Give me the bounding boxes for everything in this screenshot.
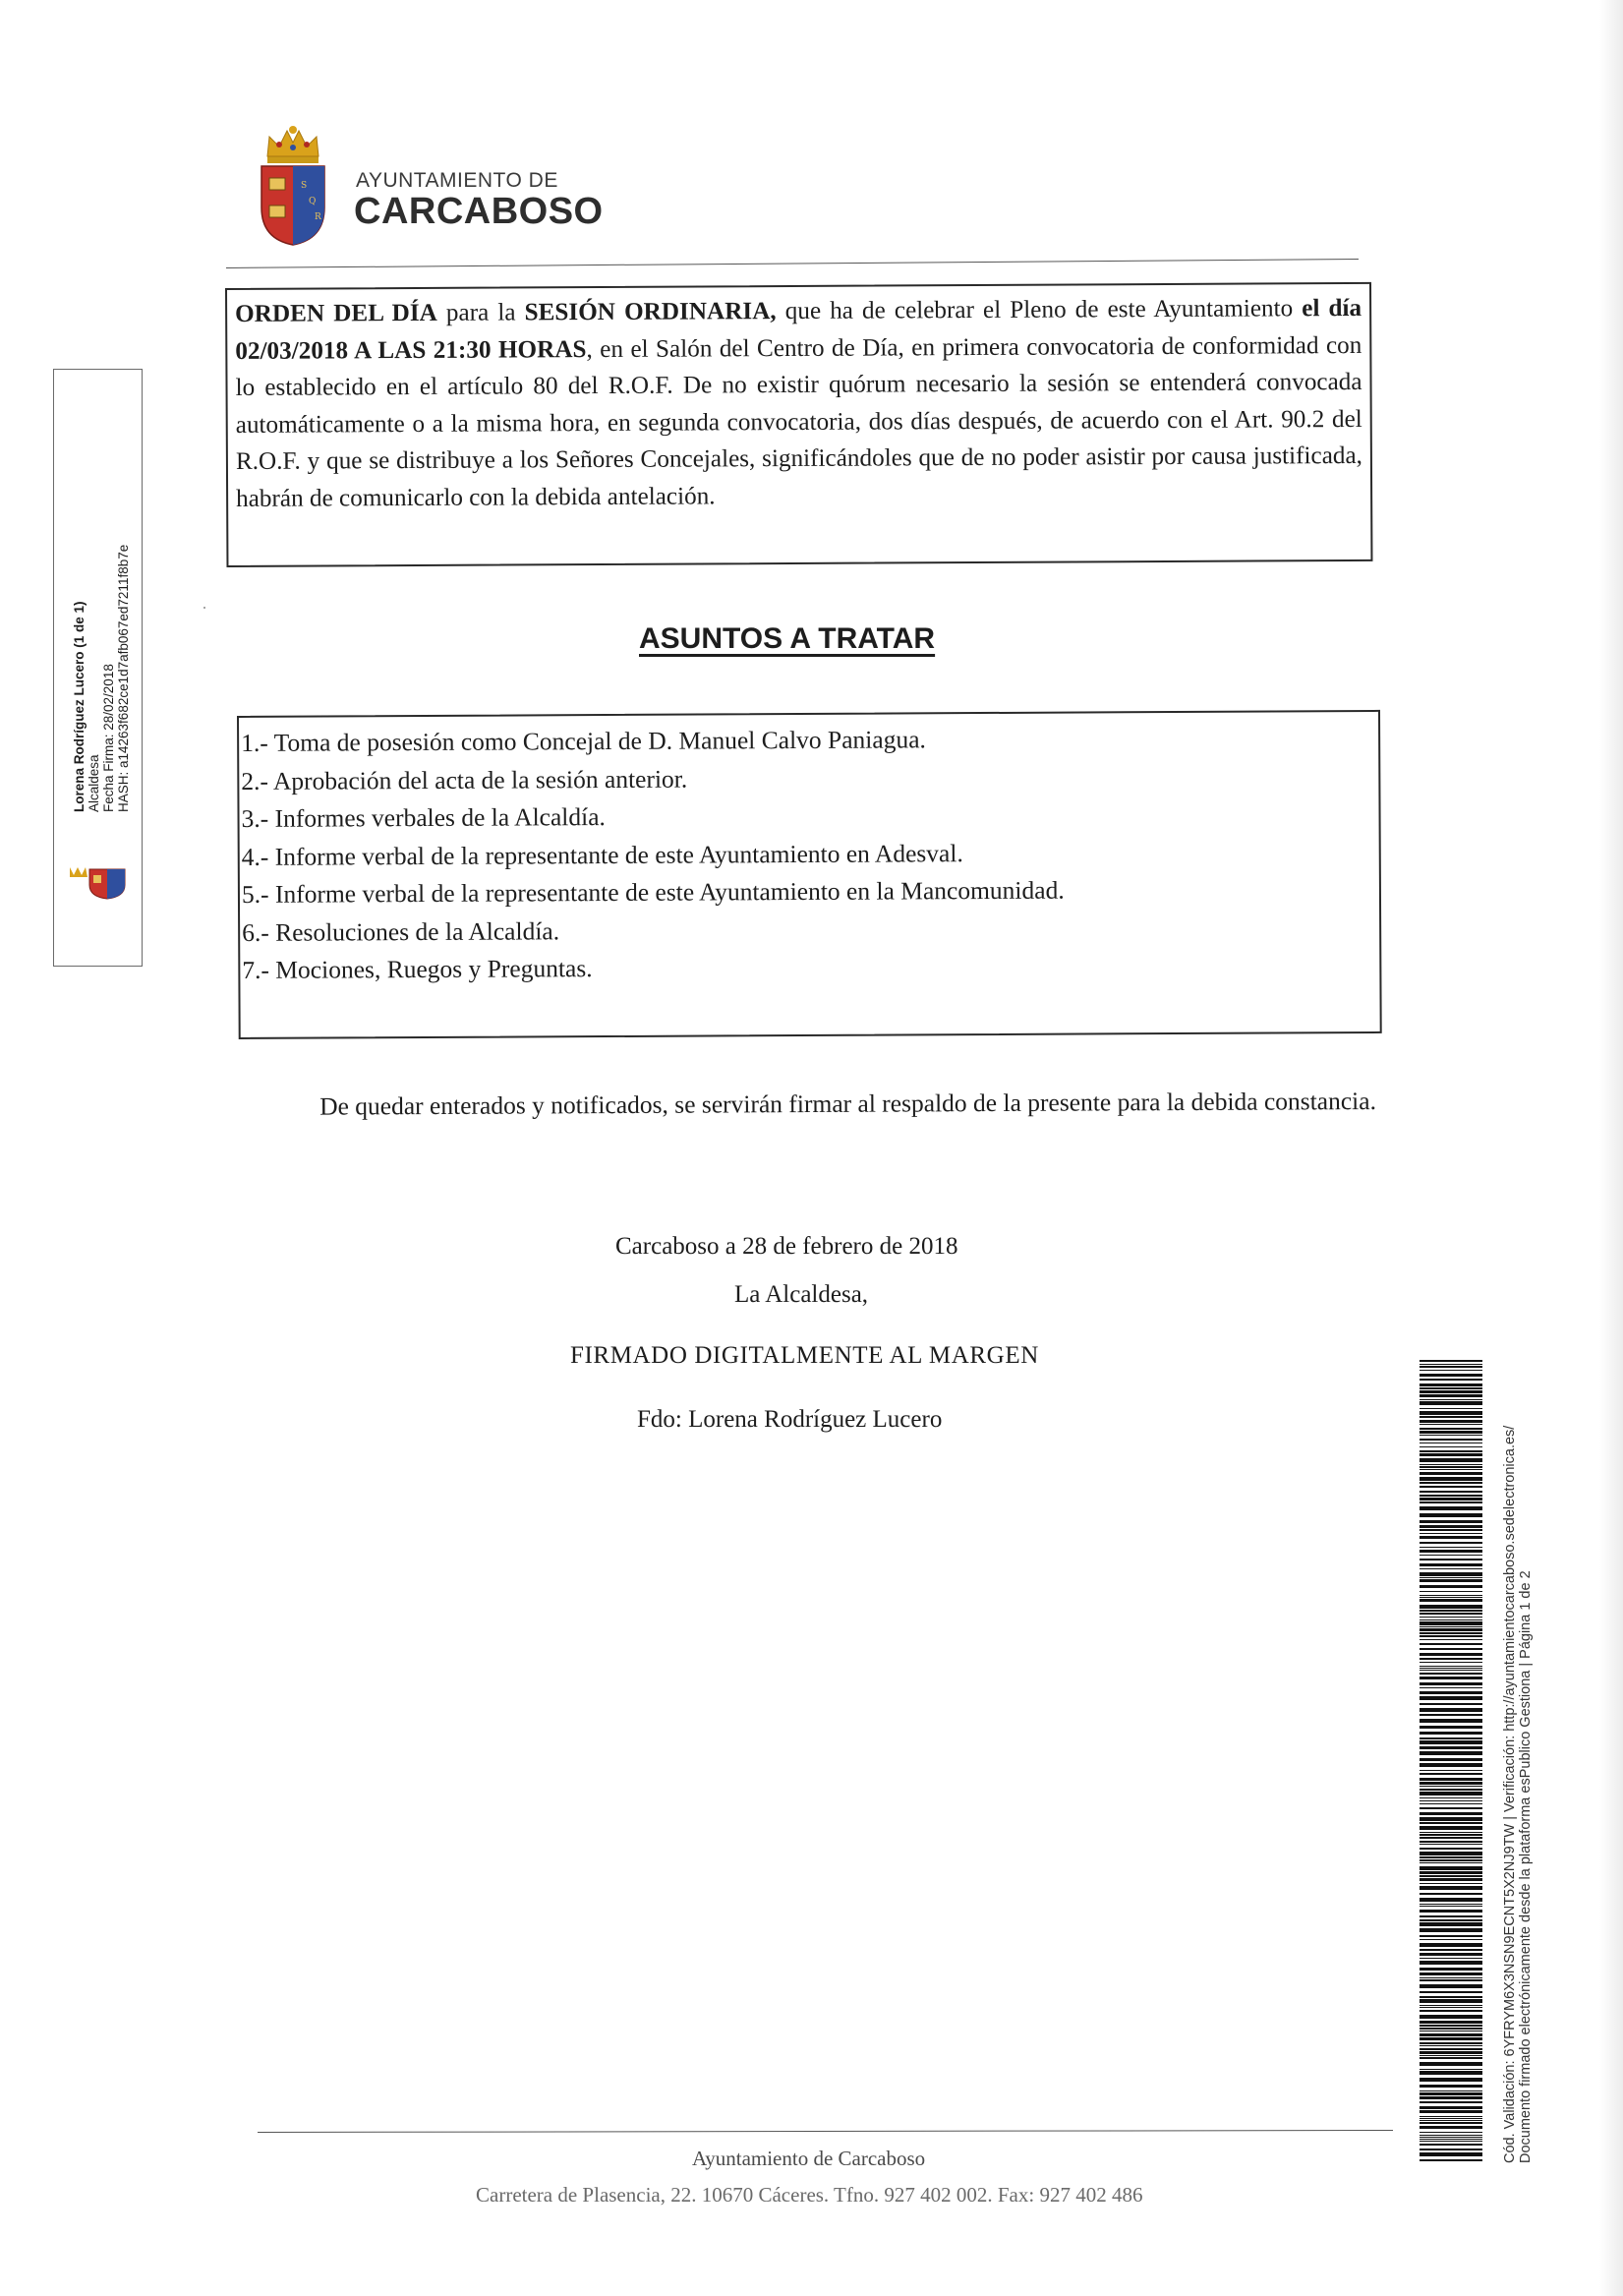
- barcode-bar: [1420, 1968, 1482, 1971]
- barcode-bar: [1420, 1613, 1482, 1615]
- barcode-bar: [1420, 1568, 1482, 1569]
- barcode-bar: [1420, 1383, 1482, 1386]
- letterhead-org-line1: AYUNTAMIENTO DE: [356, 169, 558, 192]
- barcode-bar: [1420, 1984, 1482, 1988]
- barcode-bar: [1420, 1778, 1482, 1781]
- barcode-bar: [1420, 2101, 1482, 2103]
- validation-code: Cód. Validación: 6YFRYM6X3NSN9ECNT5X2NJ9TW | Verificación: http://ayuntamientocarcaboso.sedelectronica.es/: [1502, 1425, 1518, 2163]
- barcode-bar: [1420, 1591, 1482, 1592]
- barcode-bar: [1420, 2126, 1482, 2129]
- barcode-bar: [1420, 1834, 1482, 1836]
- barcode-bar: [1420, 2135, 1482, 2136]
- barcode-bar: [1420, 1832, 1482, 1833]
- notice-bold-orden: ORDEN DEL DÍA: [235, 299, 437, 327]
- barcode-bar: [1420, 1746, 1482, 1749]
- digital-signature-note: FIRMADO DIGITALMENTE AL MARGEN: [570, 1342, 1039, 1369]
- barcode-bar: [1420, 1458, 1482, 1462]
- agenda-item: 3.- Informes verbales de la Alcaldía.: [241, 802, 606, 833]
- barcode-bar: [1420, 1898, 1482, 1902]
- barcode-bar: [1420, 1390, 1482, 1393]
- barcode-bar: [1420, 1737, 1482, 1739]
- barcode-bar: [1420, 1862, 1482, 1863]
- signer-name: Fdo: Lorena Rodríguez Lucero: [637, 1406, 943, 1433]
- barcode-bar: [1420, 1919, 1482, 1921]
- barcode-bar: [1420, 1977, 1482, 1978]
- barcode-bar: [1420, 1782, 1482, 1785]
- barcode-bar: [1420, 2025, 1482, 2027]
- barcode-bar: [1420, 1428, 1482, 1430]
- header-divider: [226, 259, 1359, 268]
- closing-paragraph: [246, 1073, 1376, 1135]
- place-date: Carcaboso a 28 de febrero de 2018: [615, 1233, 958, 1260]
- notice-text-2: que ha de celebrar el Pleno de este Ayuntamiento: [776, 295, 1303, 325]
- barcode-bar: [1420, 1477, 1482, 1481]
- barcode-bar: [1420, 1817, 1482, 1821]
- barcode-bar: [1420, 1886, 1482, 1890]
- barcode-bar: [1420, 1379, 1482, 1381]
- barcode-bar: [1420, 2090, 1482, 2091]
- barcode-bar: [1420, 1961, 1482, 1965]
- barcode-bar: [1420, 1435, 1482, 1436]
- barcode-bar: [1420, 1563, 1482, 1566]
- barcode-bar: [1420, 1364, 1482, 1365]
- barcode-bar: [1420, 1822, 1482, 1824]
- barcode-bar: [1420, 1714, 1482, 1716]
- barcode-bar: [1420, 2120, 1482, 2121]
- barcode-bar: [1420, 1844, 1482, 1845]
- coat-of-arms-icon: [258, 123, 328, 247]
- barcode-bar: [1420, 1472, 1482, 1475]
- barcode-bar: [1420, 1803, 1482, 1804]
- barcode-bar: [1420, 1703, 1482, 1705]
- barcode-bar: [1420, 1972, 1482, 1975]
- barcode-bar: [1420, 1866, 1482, 1870]
- barcode-bar: [1420, 1800, 1482, 1801]
- barcode-bar: [1420, 2071, 1482, 2075]
- barcode-bar: [1420, 1856, 1482, 1858]
- barcode-bar: [1420, 1841, 1482, 1843]
- barcode-bar: [1420, 1751, 1482, 1755]
- barcode-bar: [1420, 1666, 1482, 1667]
- agenda-item: 1.- Toma de posesión como Concejal de D. Manuel Calvo Paniagua.: [241, 725, 926, 757]
- barcode-bar: [1420, 1550, 1482, 1553]
- barcode-bar: [1420, 1469, 1482, 1470]
- barcode-bar: [1420, 2085, 1482, 2088]
- barcode-bar: [1420, 1812, 1482, 1815]
- stamp-signer: Lorena Rodríguez Lucero (1 de 1): [72, 601, 87, 812]
- barcode-bar: [1420, 1958, 1482, 1959]
- svg-text:R: R: [315, 212, 321, 222]
- svg-text:Q: Q: [309, 197, 317, 206]
- letterhead-org-name: CARCABOSO: [354, 191, 604, 232]
- barcode-bar: [1420, 1632, 1482, 1634]
- barcode-bar: [1420, 1420, 1482, 1423]
- barcode-bar: [1420, 1374, 1482, 1377]
- barcode-bar: [1420, 1797, 1482, 1798]
- barcode-bar: [1420, 1922, 1482, 1926]
- barcode-bar: [1420, 2051, 1482, 2054]
- barcode-bar: [1420, 1953, 1482, 1956]
- session-notice-paragraph: [227, 284, 1370, 517]
- barcode-bar: [1420, 2137, 1482, 2138]
- barcode-bar: [1420, 1559, 1482, 1560]
- barcode-bar: [1420, 1628, 1482, 1631]
- barcode-bar: [1420, 1446, 1482, 1447]
- barcode-bar: [1420, 1610, 1482, 1612]
- barcode-bar: [1420, 1370, 1482, 1371]
- barcode-bar: [1420, 1928, 1482, 1932]
- closing-text: De quedar enterados y notificados, se servirán firmar al respaldo de la presente para la debida constancia.: [319, 1086, 1377, 1121]
- barcode-bar: [1420, 1991, 1482, 1993]
- signature-stamp: [53, 369, 143, 967]
- barcode-bar: [1420, 1696, 1482, 1700]
- notice-text-3: , en el Salón del Centro de Día, en primera convocatoria de conformidad con lo establecido en el artículo 80 del R.O.F. De no existir quórum necesario la sesión se entenderá convocada automáticamente o a la misma hora, en segunda convocatoria, dos días después, de acuerdo con el Art. 90.2 del R.O.F. y que se distribuye a los Señores Concejales, significándoles que de no poder asistir por causa justificada, habrán de comunicarlo con la debida antelación.: [235, 331, 1362, 512]
- barcode-bar: [1420, 1536, 1482, 1539]
- barcode-bar: [1420, 1513, 1482, 1517]
- barcode-bar: [1420, 1792, 1482, 1796]
- stamp-hash: HASH: a14263f682ce1d7afb067ed7211f8b7e: [116, 544, 131, 812]
- barcode-bar: [1420, 1450, 1482, 1452]
- svg-text:S: S: [301, 181, 308, 191]
- footer-divider: [258, 2130, 1393, 2133]
- barcode-bar: [1420, 1399, 1482, 1400]
- barcode-bar: [1420, 1719, 1482, 1723]
- barcode-bar: [1420, 1491, 1482, 1493]
- barcode-bar: [1420, 1525, 1482, 1528]
- footer-org-name: Ayuntamiento de Carcaboso: [692, 2147, 926, 2170]
- barcode-bar: [1420, 2007, 1482, 2008]
- barcode-bar: [1420, 1763, 1482, 1767]
- stamp-crest-icon: [64, 863, 131, 901]
- barcode-bar: [1420, 1401, 1482, 1405]
- agenda-item: 6.- Resoluciones de la Alcaldía.: [242, 915, 560, 947]
- barcode-bar: [1420, 1875, 1482, 1877]
- barcode-bar: [1420, 2028, 1482, 2030]
- barcode-bar: [1420, 2057, 1482, 2059]
- barcode-bar: [1420, 1579, 1482, 1582]
- barcode-bar: [1420, 2144, 1482, 2146]
- barcode-bar: [1420, 1639, 1482, 1640]
- barcode-bar: [1420, 1682, 1482, 1685]
- barcode-bar: [1420, 1495, 1482, 1497]
- barcode-bar: [1420, 1658, 1482, 1660]
- barcode-bar: [1420, 2106, 1482, 2109]
- barcode-bar: [1420, 1394, 1482, 1397]
- barcode-bar: [1420, 2132, 1482, 2133]
- barcode-bar: [1420, 1949, 1482, 1951]
- barcode-bar: [1420, 1789, 1482, 1791]
- barcode-bar: [1420, 1910, 1482, 1913]
- barcode-bar: [1420, 2069, 1482, 2070]
- barcode-bar: [1420, 1408, 1482, 1409]
- agenda-item: 2.- Aprobación del acta de la sesión anterior.: [241, 764, 688, 795]
- barcode-bar: [1420, 1585, 1482, 1588]
- barcode-bar: [1420, 2139, 1482, 2140]
- barcode-bar: [1420, 1852, 1482, 1855]
- barcode-bar: [1420, 2045, 1482, 2046]
- barcode-bar: [1420, 1691, 1482, 1694]
- barcode-bar: [1420, 1366, 1482, 1368]
- barcode-bar: [1420, 1807, 1482, 1809]
- barcode-bar: [1420, 1501, 1482, 1503]
- agenda-item: 4.- Informe verbal de la representante de este Ayuntamiento en Adesval.: [241, 838, 963, 871]
- barcode-bar: [1420, 2141, 1482, 2142]
- session-notice-box: [225, 282, 1372, 567]
- barcode-bar: [1420, 1662, 1482, 1663]
- barcode-bar: [1420, 2149, 1482, 2150]
- barcode-bar: [1420, 1431, 1482, 1434]
- agenda-heading: ASUNTOS A TRATAR: [639, 622, 936, 655]
- barcode-bar: [1420, 2152, 1482, 2156]
- barcode-bar: [1420, 1758, 1482, 1761]
- barcode-bar: [1420, 2010, 1482, 2012]
- barcode-bar: [1420, 1740, 1482, 1744]
- validation-text: [1502, 1426, 1534, 2163]
- barcode-bar: [1420, 1533, 1482, 1534]
- barcode-bar: [1420, 1979, 1482, 1981]
- stamp-date: Fecha Firma: 28/02/2018: [101, 664, 116, 812]
- agenda-item: 7.- Mociones, Ruegos y Preguntas.: [242, 954, 593, 984]
- barcode-bar: [1420, 2092, 1482, 2095]
- barcode-bar: [1420, 1466, 1482, 1468]
- barcode-bar: [1420, 1529, 1482, 1531]
- barcode-bar: [1420, 1770, 1482, 1771]
- barcode-bar: [1420, 1773, 1482, 1775]
- barcode-bar: [1420, 1826, 1482, 1830]
- stamp-role: Alcaldesa: [87, 754, 101, 812]
- barcode-bar: [1420, 1708, 1482, 1712]
- barcode-bar: [1420, 1572, 1482, 1576]
- barcode-bar: [1420, 1599, 1482, 1602]
- barcode-bar: [1420, 2122, 1482, 2124]
- notice-bold-date: el día 02/03/2018 A LAS 21:30 HORAS: [235, 294, 1362, 365]
- barcode-bar: [1420, 1643, 1482, 1645]
- page-edge-shadow: [1599, 0, 1623, 2296]
- barcode-bar: [1420, 1935, 1482, 1937]
- barcode-bar: [1420, 2021, 1482, 2024]
- barcode-bar: [1420, 1635, 1482, 1637]
- barcode-bar: [1420, 2159, 1482, 2161]
- barcode-bar: [1420, 1597, 1482, 1598]
- barcode-bar: [1420, 1670, 1482, 1671]
- barcode-bar: [1420, 1883, 1482, 1884]
- barcode-bar: [1420, 2116, 1482, 2117]
- barcode-bar: [1420, 1387, 1482, 1389]
- barcode-bar: [1420, 1726, 1482, 1729]
- scan-speck: [203, 607, 205, 609]
- barcode-bar: [1420, 1677, 1482, 1679]
- barcode-bar: [1420, 2096, 1482, 2099]
- barcode-bar: [1420, 1668, 1482, 1669]
- barcode-bar: [1420, 1621, 1482, 1625]
- validation-barcode: [1420, 1360, 1482, 2164]
- barcode-bar: [1420, 1687, 1482, 1688]
- barcode-bar: [1420, 2042, 1482, 2044]
- barcode-bar: [1420, 1837, 1482, 1839]
- barcode-bar: [1420, 2037, 1482, 2040]
- barcode-bar: [1420, 1653, 1482, 1656]
- signature-stamp-text: [72, 545, 131, 812]
- barcode-bar: [1420, 1577, 1482, 1578]
- barcode-bar: [1420, 1648, 1482, 1650]
- barcode-bar: [1420, 1848, 1482, 1850]
- footer-address: Carretera de Plasencia, 22. 10670 Cáceres. Tfno. 927 402 002. Fax: 927 402 486: [476, 2183, 1143, 2207]
- notice-bold-sesion: SESIÓN ORDINARIA,: [524, 298, 777, 326]
- barcode-bar: [1420, 1673, 1482, 1675]
- barcode-bar: [1420, 1617, 1482, 1618]
- barcode-bar: [1420, 1453, 1482, 1456]
- barcode-bar: [1420, 1786, 1482, 1787]
- barcode-bar: [1420, 1619, 1482, 1620]
- barcode-bar: [1420, 1482, 1482, 1484]
- barcode-bar: [1420, 1943, 1482, 1947]
- barcode-bar: [1420, 2033, 1482, 2036]
- barcode-bar: [1420, 1939, 1482, 1940]
- barcode-bar: [1420, 1411, 1482, 1415]
- agenda-item: 5.- Informe verbal de la representante de este Ayuntamiento en la Mancomunidad.: [241, 875, 1065, 909]
- barcode-bar: [1420, 2048, 1482, 2050]
- barcode-bar: [1420, 1904, 1482, 1905]
- barcode-bar: [1420, 1416, 1482, 1418]
- agenda-box: [237, 710, 1382, 1039]
- barcode-bar: [1420, 1626, 1482, 1627]
- barcode-bar: [1420, 1360, 1482, 1362]
- barcode-bar: [1420, 1547, 1482, 1548]
- barcode-bar: [1420, 1595, 1482, 1596]
- barcode-bar: [1420, 1442, 1482, 1443]
- barcode-bar: [1420, 2118, 1482, 2119]
- barcode-bar: [1420, 1893, 1482, 1895]
- barcode-bar: [1420, 2078, 1482, 2082]
- barcode-bar: [1420, 1486, 1482, 1488]
- barcode-bar: [1420, 1878, 1482, 1881]
- barcode-bar: [1420, 1605, 1482, 1609]
- barcode-bar: [1420, 1996, 1482, 1998]
- barcode-bar: [1420, 1915, 1482, 1917]
- barcode-bar: [1420, 2062, 1482, 2066]
- barcode-bar: [1420, 2005, 1482, 2006]
- barcode-bar: [1420, 1871, 1482, 1874]
- barcode-bar: [1420, 2055, 1482, 2056]
- barcode-bar: [1420, 1732, 1482, 1735]
- barcode-bar: [1420, 1520, 1482, 1523]
- barcode-bar: [1420, 1506, 1482, 1510]
- barcode-bar: [1420, 1439, 1482, 1441]
- signer-role: La Alcaldesa,: [734, 1281, 869, 1308]
- barcode-bar: [1420, 1999, 1482, 2003]
- barcode-bar: [1420, 1555, 1482, 1556]
- barcode-bar: [1420, 2015, 1482, 2019]
- barcode-bar: [1420, 1859, 1482, 1861]
- barcode-bar: [1420, 1424, 1482, 1425]
- barcode-bar: [1420, 1464, 1482, 1465]
- barcode-bar: [1420, 1906, 1482, 1907]
- barcode-bar: [1420, 2110, 1482, 2113]
- barcode-bar: [1420, 1498, 1482, 1501]
- validation-platform: Documento firmado electrónicamente desde la plataforma esPublico Gestiona | Página 1 de 2: [1518, 1570, 1534, 2163]
- agenda-list: [239, 712, 1379, 990]
- notice-text-1: para la: [436, 299, 525, 326]
- barcode-bar: [1420, 1542, 1482, 1544]
